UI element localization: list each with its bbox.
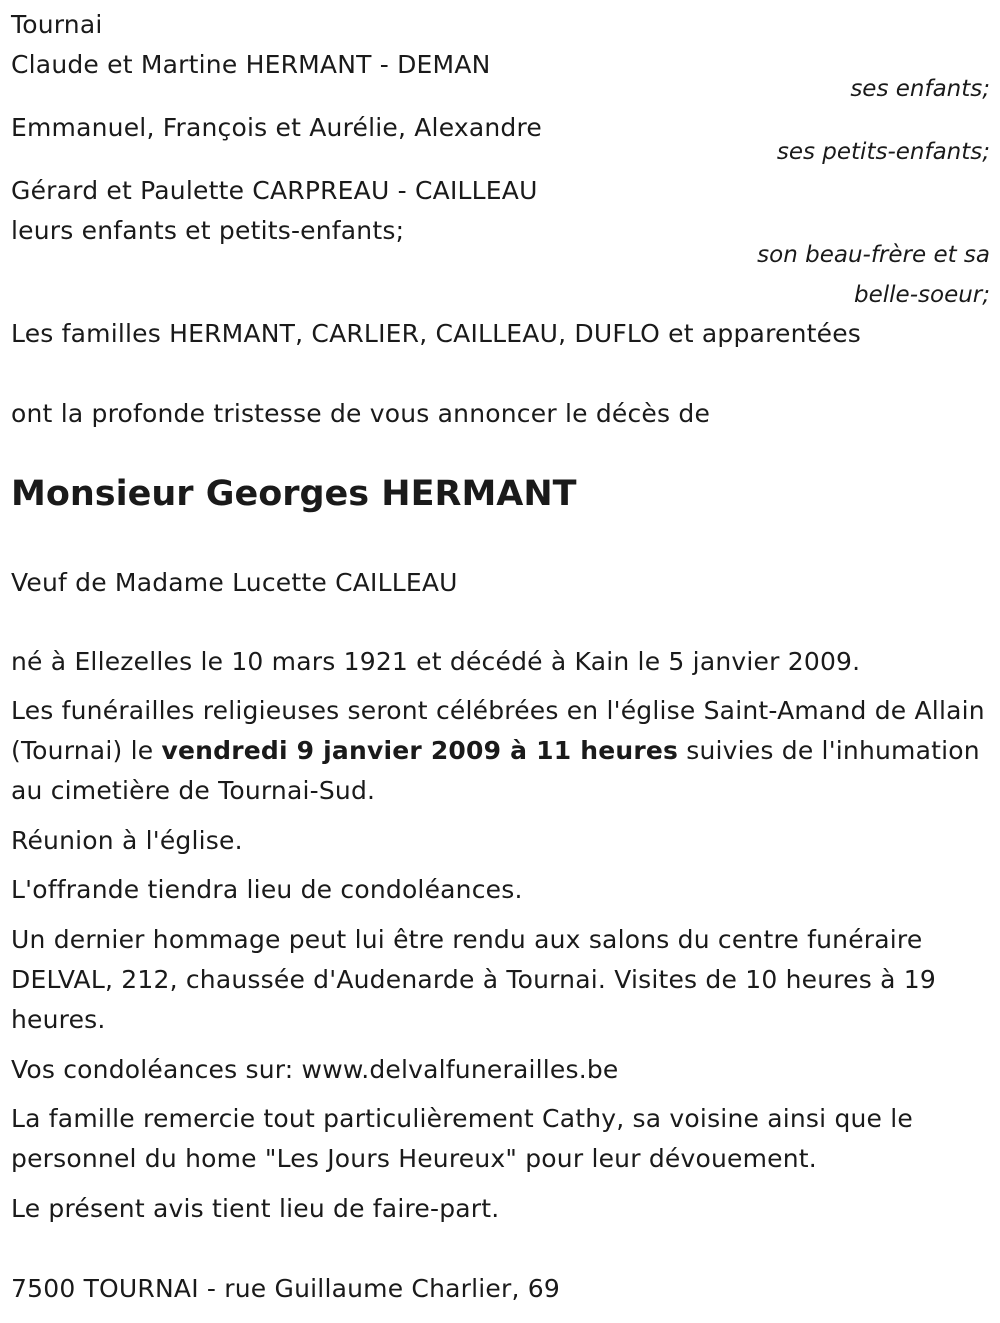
inlaws-names: Gérard et Paulette CARPREAU - CAILLEAU — [11, 176, 538, 205]
condolences-label: Vos condoléances sur: — [11, 1055, 302, 1084]
notice: Le présent avis tient lieu de faire-part. — [11, 1194, 500, 1223]
condolences — [11, 1050, 619, 1090]
extended-family: Les familles HERMANT, CARLIER, CAILLEAU, DUFLO et apparentées — [11, 319, 862, 348]
inlaws-role-line1: son beau-frère et sa — [757, 242, 990, 268]
inlaws-role-line2: belle-soeur; — [854, 282, 990, 308]
funeral-details — [11, 691, 986, 811]
grandchildren-role: ses petits-enfants; — [776, 139, 990, 165]
children-names: Claude et Martine HERMANT - DEMAN — [11, 50, 491, 79]
offering: L'offrande tiendra lieu de condoléances. — [11, 875, 523, 904]
address: 7500 TOURNAI - rue Guillaume Charlier, 69 — [11, 1274, 560, 1303]
condolences-link[interactable]: www.delvalfunerailles.be — [301, 1055, 619, 1084]
tribute: Un dernier hommage peut lui être rendu aux salons du centre funéraire DELVAL, 212, chaussée d'Audenarde à Tournai. Visites de 10 heures à 19 heures. — [11, 925, 936, 1034]
funeral-text-before: Les funérailles religieuses seront célébrées en l'église Saint-Amand de Allain (Tournai) le — [11, 696, 985, 765]
announcement: ont la profonde tristesse de vous annoncer le décès de — [11, 399, 711, 428]
children-role: ses enfants; — [850, 76, 990, 102]
deceased-name: Monsieur Georges HERMANT — [11, 474, 577, 514]
city-line: Tournai — [11, 10, 103, 39]
birth-death: né à Ellezelles le 10 mars 1921 et décédé à Kain le 5 janvier 2009. — [11, 647, 861, 676]
widower-of: Veuf de Madame Lucette CAILLEAU — [11, 568, 458, 597]
thanks: La famille remercie tout particulièrement Cathy, sa voisine ainsi que le personnel du home "Les Jours Heureux" pour leur dévouement. — [11, 1104, 914, 1173]
meeting: Réunion à l'église. — [11, 826, 243, 855]
inlaws-descendants: leurs enfants et petits-enfants; — [11, 216, 405, 245]
grandchildren-names: Emmanuel, François et Aurélie, Alexandre — [11, 113, 542, 142]
funeral-text-after: suivies de l'inhumation au cimetière de Tournai-Sud. — [11, 736, 980, 805]
funeral-date: vendredi 9 janvier 2009 à 11 heures — [161, 736, 679, 765]
